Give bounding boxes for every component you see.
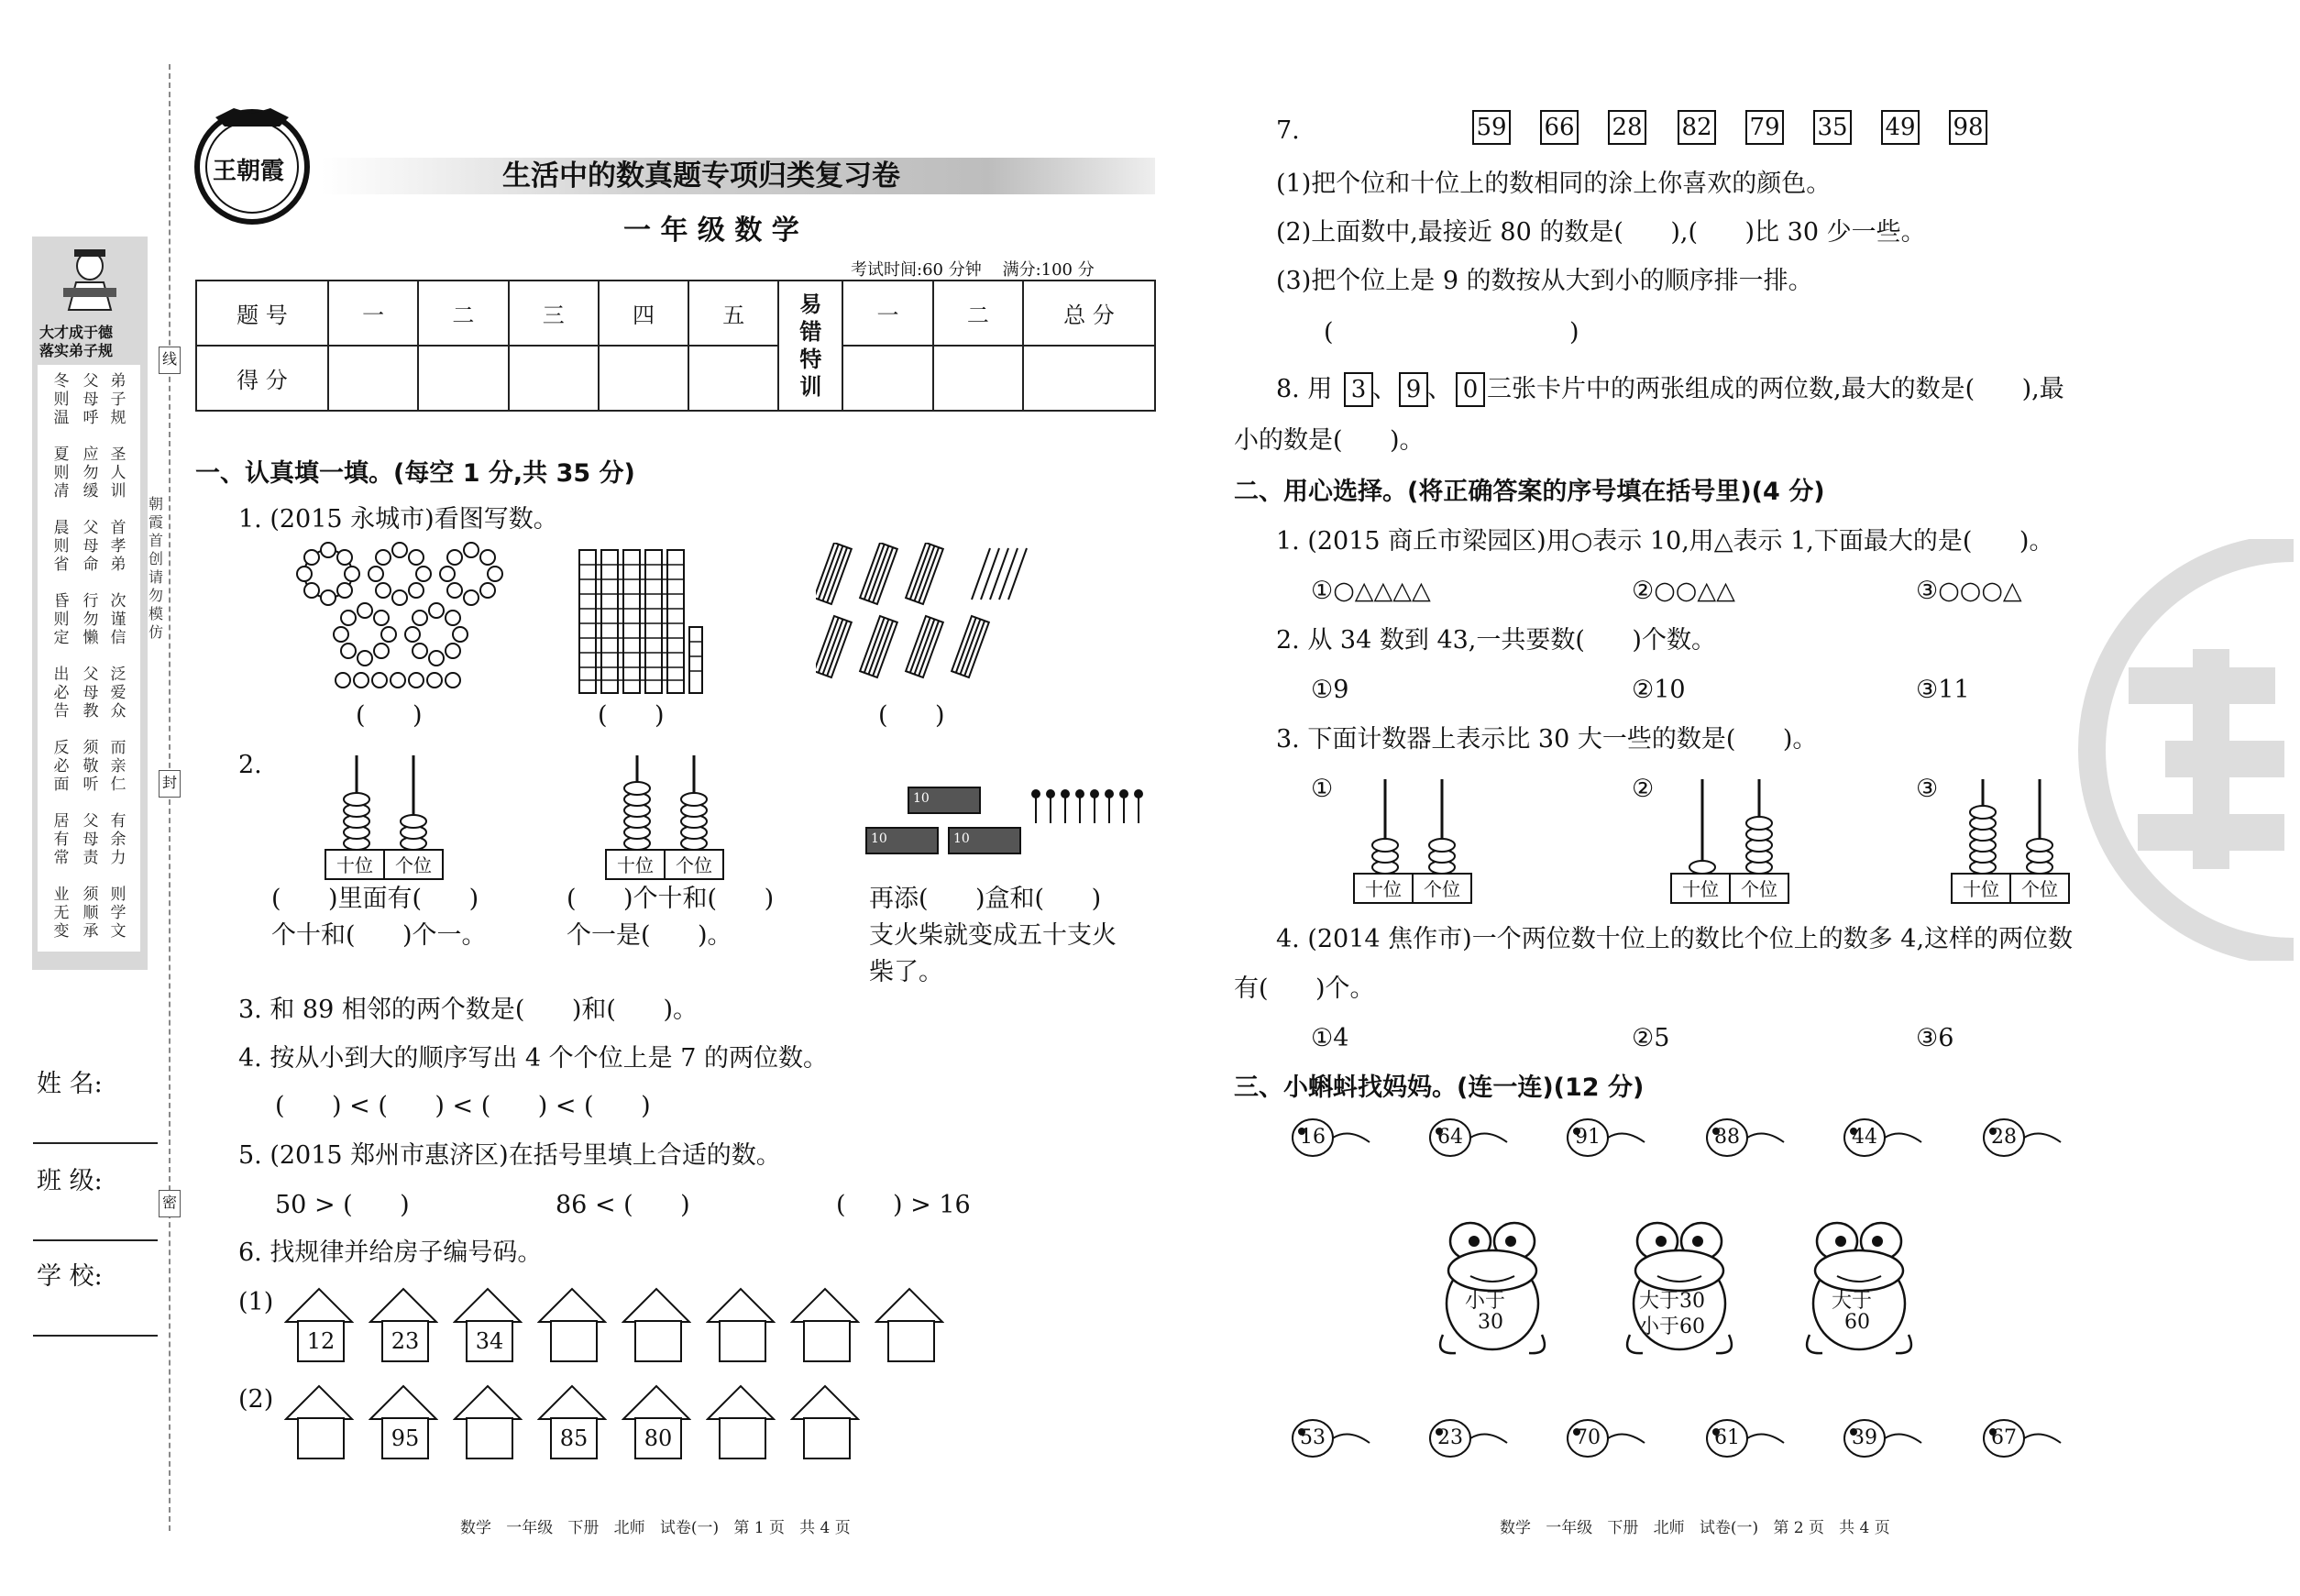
abacus-tens-label: 十位 bbox=[325, 849, 385, 880]
q1-blank-a[interactable]: ( ) bbox=[356, 701, 423, 730]
tadpole[interactable] bbox=[1703, 1115, 1786, 1161]
frog-1-line2: 30 bbox=[1478, 1311, 1503, 1334]
tadpole-number: 53 bbox=[1300, 1426, 1326, 1449]
dizigui-col: 须顺承 bbox=[83, 886, 99, 941]
tadpole-number: 28 bbox=[1991, 1126, 2017, 1149]
house[interactable] bbox=[453, 1384, 523, 1458]
q2a-line2: 个十和( )个一。 bbox=[271, 921, 487, 950]
dizigui-col: 出必告 bbox=[53, 666, 70, 721]
tadpole[interactable] bbox=[1564, 1415, 1646, 1461]
s2-q3-opt3[interactable]: ③ bbox=[1916, 775, 1939, 803]
dizigui-col: 居有常 bbox=[53, 812, 70, 867]
q6-2-label: (2) bbox=[238, 1385, 274, 1414]
card-0: 0 bbox=[1456, 372, 1485, 407]
house[interactable] bbox=[284, 1384, 354, 1458]
section1-heading: 一、认真填一填。(每空 1 分,共 35 分) bbox=[195, 459, 635, 488]
q1-text: 1. (2015 永城市)看图写数。 bbox=[238, 505, 558, 534]
house[interactable] bbox=[706, 1384, 776, 1458]
dizigui-col: 应勿缓 bbox=[83, 446, 99, 501]
dizigui-col: 晨则省 bbox=[53, 519, 70, 574]
frog-3[interactable] bbox=[1804, 1219, 1914, 1357]
stick-bundles-figure bbox=[816, 543, 1036, 689]
counter-1 bbox=[1353, 779, 1472, 906]
class-label: 班 级: bbox=[37, 1167, 103, 1195]
q7-number-box[interactable]: 59 bbox=[1472, 110, 1511, 145]
frog-1[interactable] bbox=[1437, 1219, 1547, 1357]
house[interactable] bbox=[622, 1384, 691, 1458]
dizigui-col: 泛爱众 bbox=[110, 666, 127, 721]
class-field[interactable] bbox=[33, 1239, 158, 1241]
house[interactable] bbox=[537, 1384, 607, 1458]
score-cell[interactable] bbox=[1023, 346, 1155, 411]
score-header-cell: 总 分 bbox=[1023, 281, 1155, 346]
q5a-blank[interactable]: 50 > ( ) bbox=[275, 1191, 410, 1219]
dizigui-col: 父母教 bbox=[83, 666, 99, 721]
tadpole[interactable] bbox=[1426, 1115, 1509, 1161]
dizigui-col: 须敬听 bbox=[83, 739, 99, 794]
s2-q3-opt1[interactable]: ① bbox=[1311, 775, 1334, 803]
house[interactable] bbox=[284, 1287, 354, 1360]
abacus-tens-label: 十位 bbox=[1951, 873, 2011, 904]
score-header-cell bbox=[778, 281, 842, 411]
score-header-cell: 四 bbox=[599, 281, 688, 346]
score-cell[interactable] bbox=[842, 346, 932, 411]
house[interactable] bbox=[453, 1287, 523, 1360]
frog-3-line2: 60 bbox=[1844, 1311, 1870, 1334]
score-header-cell: 三 bbox=[509, 281, 599, 346]
house-number[interactable]: 80 bbox=[634, 1417, 682, 1459]
name-label: 姓 名: bbox=[37, 1070, 103, 1098]
q7-label: 7. bbox=[1276, 116, 1300, 145]
tadpole-number: 16 bbox=[1300, 1126, 1326, 1149]
house-number[interactable]: 34 bbox=[466, 1320, 513, 1362]
house-number[interactable] bbox=[803, 1320, 851, 1362]
house[interactable] bbox=[875, 1287, 944, 1360]
dizigui-col: 冬则温 bbox=[53, 372, 70, 427]
q4-text: 4. 按从小到大的顺序写出 4 个个位上是 7 的两位数。 bbox=[238, 1044, 829, 1073]
dizigui-col: 圣人训 bbox=[110, 446, 127, 501]
matchbox-label: 10 bbox=[953, 831, 970, 846]
q7-number-box[interactable]: 66 bbox=[1540, 110, 1579, 145]
abacus-ones-label: 个位 bbox=[1412, 873, 1472, 904]
q2b-line1: ( )个十和( ) bbox=[567, 885, 775, 913]
q4-blanks[interactable]: ( ) < ( ) < ( ) < ( ) bbox=[275, 1092, 651, 1120]
tadpole[interactable] bbox=[1289, 1415, 1371, 1461]
dizigui-col: 则学文 bbox=[110, 886, 127, 941]
abacus-a bbox=[325, 755, 444, 880]
abacus-tens-label: 十位 bbox=[1353, 873, 1414, 904]
s2-q4-line2: 有( )个。 bbox=[1234, 974, 1375, 1003]
house-number[interactable]: 12 bbox=[297, 1320, 345, 1362]
q8-text2: 小的数是( )。 bbox=[1234, 426, 1425, 455]
tadpole-number: 39 bbox=[1852, 1426, 1877, 1449]
q8-prefix: 8. 用 bbox=[1276, 375, 1333, 403]
dizigui-col: 反必面 bbox=[53, 739, 70, 794]
q1-blank-b[interactable]: ( ) bbox=[598, 701, 665, 730]
dizigui-col: 业无变 bbox=[53, 886, 70, 941]
score-table bbox=[195, 280, 1156, 412]
q2-text: 2. bbox=[238, 751, 262, 779]
dizigui-col: 次谨信 bbox=[110, 592, 127, 647]
page-title: 生活中的数真题专项归类复习卷 bbox=[502, 160, 900, 193]
tadpole-number: 67 bbox=[1991, 1426, 2017, 1449]
house[interactable] bbox=[706, 1287, 776, 1360]
seal-feng: 封 bbox=[159, 770, 181, 798]
frog-1-line1: 小于 bbox=[1465, 1290, 1506, 1313]
motto-1: 大才成于德 bbox=[39, 324, 114, 341]
q2c-line3: 柴了。 bbox=[869, 958, 943, 986]
scholar-icon bbox=[60, 246, 120, 312]
tadpole-number: 44 bbox=[1852, 1126, 1877, 1149]
dizigui-col: 父母呼 bbox=[83, 372, 99, 427]
score-header-cell: 二 bbox=[418, 281, 508, 346]
abacus-ones-label: 个位 bbox=[2009, 873, 2070, 904]
q5b-blank[interactable]: 86 < ( ) bbox=[556, 1191, 690, 1219]
s2-q3-text: 3. 下面计数器上表示比 30 大一些的数是( )。 bbox=[1276, 725, 1818, 754]
tadpole-number: 91 bbox=[1575, 1126, 1601, 1149]
abacus-tens-label: 十位 bbox=[1670, 873, 1731, 904]
tadpole[interactable] bbox=[1289, 1115, 1371, 1161]
house[interactable] bbox=[537, 1287, 607, 1360]
card-sep: 、 bbox=[1372, 375, 1397, 403]
matchbox bbox=[948, 827, 1021, 854]
house-number[interactable]: 85 bbox=[550, 1417, 598, 1459]
brand-logo-text: 王朝霞 bbox=[213, 158, 285, 185]
s2-q1-opt2[interactable]: ②○○△△ bbox=[1632, 577, 1735, 605]
dizigui-col: 弟子规 bbox=[110, 372, 127, 427]
cube-rods-figure bbox=[576, 543, 704, 697]
score-cell[interactable] bbox=[688, 346, 778, 411]
q3-text: 3. 和 89 相邻的两个数是( )和( )。 bbox=[238, 996, 698, 1024]
s2-q4-opt3[interactable]: ③6 bbox=[1916, 1024, 1954, 1052]
abacus-ones-label: 个位 bbox=[664, 849, 724, 880]
tadpole-number: 23 bbox=[1437, 1426, 1463, 1449]
matchbox bbox=[908, 787, 981, 814]
tadpole-number: 88 bbox=[1714, 1126, 1740, 1149]
house-number[interactable] bbox=[297, 1417, 345, 1459]
secret-seal-icon bbox=[2028, 539, 2294, 961]
q7-sub1: (1)把个位和十位上的数相同的涂上你喜欢的颜色。 bbox=[1276, 170, 1832, 198]
s2-q2-opt2[interactable]: ②10 bbox=[1632, 676, 1686, 704]
house-number[interactable] bbox=[466, 1417, 513, 1459]
q7-sub3: (3)把个位上是 9 的数按从大到小的顺序排一排。 bbox=[1276, 267, 1813, 295]
school-label: 学 校: bbox=[37, 1262, 103, 1291]
house[interactable] bbox=[790, 1384, 860, 1458]
q7-number-box[interactable]: 28 bbox=[1608, 110, 1646, 145]
house-number[interactable]: 95 bbox=[381, 1417, 429, 1459]
seal-mi: 密 bbox=[159, 1190, 181, 1217]
score-cell[interactable] bbox=[599, 346, 688, 411]
abacus-b bbox=[605, 755, 724, 880]
score-header-cell: 题 号 bbox=[196, 281, 328, 346]
q7-sub2: (2)上面数中,最接近 80 的数是( ),( )比 30 少一些。 bbox=[1276, 218, 1926, 247]
house-number[interactable] bbox=[887, 1320, 935, 1362]
exam-info: 考试时间:60 分钟 满分:100 分 bbox=[851, 260, 1095, 280]
q2b-line2: 个一是( )。 bbox=[567, 921, 732, 950]
error-training-label: 易错特训 bbox=[799, 292, 822, 400]
abacus-tens-label: 十位 bbox=[605, 849, 666, 880]
s2-q4-line1: 4. (2014 焦作市)一个两位数十位上的数比个位上的数多 4,这样的两位数 bbox=[1276, 925, 2074, 953]
tadpole[interactable] bbox=[1841, 1115, 1923, 1161]
page-subtitle: 一 年 级 数 学 bbox=[623, 215, 799, 247]
s2-q1-opt3[interactable]: ③○○○△ bbox=[1916, 577, 2022, 605]
matchbox bbox=[865, 827, 939, 854]
q7-number-box[interactable]: 79 bbox=[1745, 110, 1784, 145]
house-number[interactable] bbox=[550, 1320, 598, 1362]
tadpole[interactable] bbox=[1426, 1415, 1509, 1461]
frog-2-line2: 小于60 bbox=[1639, 1315, 1705, 1338]
sidebar-panel bbox=[32, 237, 148, 970]
dizigui-col: 首孝弟 bbox=[110, 519, 127, 574]
abacus-ones-label: 个位 bbox=[1729, 873, 1789, 904]
s2-q4-opt2[interactable]: ②5 bbox=[1632, 1024, 1670, 1052]
s2-q2-text: 2. 从 34 数到 43,一共要数( )个数。 bbox=[1276, 626, 1716, 655]
seal-line: 线 bbox=[159, 347, 181, 374]
tadpole-number: 70 bbox=[1575, 1426, 1601, 1449]
q7-number-box[interactable]: 98 bbox=[1949, 110, 1987, 145]
q7-number-box[interactable]: 49 bbox=[1881, 110, 1920, 145]
card-3: 3 bbox=[1344, 372, 1373, 407]
section2-heading: 二、用心选择。(将正确答案的序号填在括号里)(4 分) bbox=[1234, 478, 1825, 506]
house-number[interactable]: 23 bbox=[381, 1320, 429, 1362]
fold-line bbox=[169, 64, 171, 1531]
footer-right: 数学 一年级 下册 北师 试卷(一) 第 2 页 共 4 页 bbox=[1500, 1519, 1890, 1537]
q6-1-label: (1) bbox=[238, 1288, 274, 1316]
q7-number-box[interactable]: 35 bbox=[1813, 110, 1852, 145]
q8-text1: 三张卡片中的两张组成的两位数,最大的数是( ),最 bbox=[1487, 375, 2064, 403]
q1-blank-c[interactable]: ( ) bbox=[878, 701, 945, 730]
school-field[interactable] bbox=[33, 1335, 158, 1337]
s2-q4-opt1[interactable]: ①4 bbox=[1311, 1024, 1349, 1052]
section3-heading: 三、小蝌蚪找妈妈。(连一连)(12 分) bbox=[1234, 1073, 1645, 1102]
s2-q3-opt2[interactable]: ② bbox=[1632, 775, 1655, 803]
q7-number-box[interactable]: 82 bbox=[1678, 110, 1716, 145]
q5-text: 5. (2015 郑州市惠济区)在括号里填上合适的数。 bbox=[238, 1141, 781, 1170]
score-header-cell: 一 bbox=[328, 281, 418, 346]
house[interactable] bbox=[369, 1384, 438, 1458]
matchbox-label: 10 bbox=[913, 791, 930, 806]
frog-2-line1: 大于30 bbox=[1639, 1290, 1705, 1313]
house[interactable] bbox=[622, 1287, 691, 1360]
dizigui-col: 夏则凊 bbox=[53, 446, 70, 501]
dizigui-col: 父母责 bbox=[83, 812, 99, 867]
fold-warning: 朝霞首创 请勿模仿 bbox=[149, 495, 164, 641]
tadpole-number: 64 bbox=[1437, 1126, 1463, 1149]
q6-text: 6. 找规律并给房子编号码。 bbox=[238, 1238, 543, 1267]
tadpole[interactable] bbox=[1564, 1115, 1646, 1161]
score-cell[interactable] bbox=[328, 346, 418, 411]
name-field[interactable] bbox=[33, 1142, 158, 1144]
card-sep: 、 bbox=[1427, 375, 1452, 403]
motto-2: 落实弟子规 bbox=[39, 342, 114, 359]
house-number[interactable] bbox=[719, 1417, 766, 1459]
house-number[interactable] bbox=[803, 1417, 851, 1459]
matchbox-figure bbox=[865, 787, 1150, 871]
score-cell[interactable] bbox=[418, 346, 508, 411]
tadpole[interactable] bbox=[1980, 1115, 2063, 1161]
dizigui-col: 昏则定 bbox=[53, 592, 70, 647]
score-cell[interactable] bbox=[933, 346, 1023, 411]
house[interactable] bbox=[790, 1287, 860, 1360]
dizigui-col: 父母命 bbox=[83, 519, 99, 574]
card-9: 9 bbox=[1399, 372, 1428, 407]
score-header-cell: 五 bbox=[688, 281, 778, 346]
counter-2 bbox=[1670, 779, 1789, 906]
tadpole-number: 61 bbox=[1714, 1426, 1740, 1449]
s2-q2-opt3[interactable]: ③11 bbox=[1916, 676, 1970, 704]
house-number[interactable] bbox=[719, 1320, 766, 1362]
dizigui-col: 而亲仁 bbox=[110, 739, 127, 794]
house[interactable] bbox=[369, 1287, 438, 1360]
house-number[interactable] bbox=[634, 1320, 682, 1362]
abacus-ones-label: 个位 bbox=[383, 849, 444, 880]
footer-left: 数学 一年级 下册 北师 试卷(一) 第 1 页 共 4 页 bbox=[460, 1519, 851, 1537]
tadpole[interactable] bbox=[1841, 1415, 1923, 1461]
score-cell[interactable] bbox=[509, 346, 599, 411]
matchbox-label: 10 bbox=[871, 831, 887, 846]
q2c-line2: 支火柴就变成五十支火 bbox=[869, 921, 1117, 950]
tadpole[interactable] bbox=[1980, 1415, 2063, 1461]
q2c-line1: 再添( )盒和( ) bbox=[869, 885, 1102, 913]
s2-q2-opt1[interactable]: ①9 bbox=[1311, 676, 1349, 704]
tadpole[interactable] bbox=[1703, 1415, 1786, 1461]
q7-sub3-blank[interactable]: ( ) bbox=[1324, 318, 1579, 347]
dizigui-col: 有余力 bbox=[110, 812, 127, 867]
frog-3-line1: 大于 bbox=[1832, 1290, 1873, 1313]
score-header-cell: 二 bbox=[933, 281, 1023, 346]
q5c-blank[interactable]: ( ) > 16 bbox=[836, 1191, 971, 1219]
q2a-line1: ( )里面有( ) bbox=[271, 885, 479, 913]
bead-rings-figure bbox=[292, 537, 512, 693]
dizigui-col: 行勿懒 bbox=[83, 592, 99, 647]
frog-2[interactable] bbox=[1624, 1219, 1734, 1357]
s2-q1-opt1[interactable]: ①○△△△△ bbox=[1311, 577, 1431, 605]
score-row-label: 得 分 bbox=[196, 346, 328, 411]
s2-q1-text: 1. (2015 商丘市梁园区)用○表示 10,用△表示 1,下面最大的是( )。 bbox=[1276, 527, 2054, 556]
score-header-cell: 一 bbox=[842, 281, 932, 346]
